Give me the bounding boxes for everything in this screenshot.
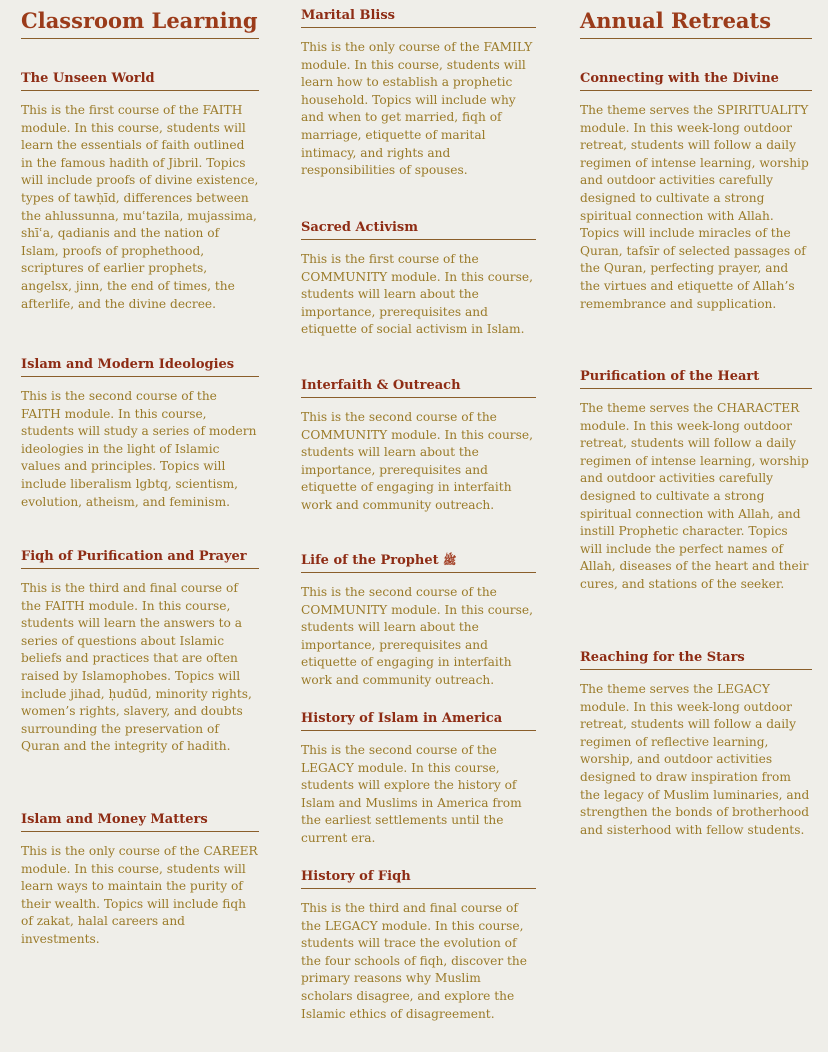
course-description: This is the second course of the COMMUNITY module. In this course, students will learn about the importance, prerequisites and etiquette of engaging in interfaith work and community outreach. [301, 585, 533, 687]
course-description: This is the only course of the FAMILY module. In this course, students will learn how to establish a prophetic household. Topics will include why and when to get married, fiqh of marriage, etiquette of marital intimacy, and rights and responsibilities of spouses. [301, 40, 533, 178]
course-title [301, 552, 536, 573]
course-history-islam-america [301, 710, 536, 848]
course-description: This is the only course of the CAREER module. In this course, students will learn ways to maintain the purity of their wealth. Topics will include fiqh of zakat, halal careers and investments. [21, 844, 258, 946]
course-title: Reaching for the Stars [580, 649, 812, 670]
course-description: This is the first course of the COMMUNITY module. In this course, students will learn about the importance, prerequisites and etiquette of social activism in Islam. [301, 252, 533, 337]
course-title: Fiqh of Purification and Prayer [21, 548, 259, 569]
annual-retreats-heading: Annual Retreats [580, 8, 812, 39]
salutation-marker: ﷺ [443, 554, 457, 567]
course-description: The theme serves the LEGACY module. In this week-long outdoor retreat, students will follow a daily regimen of reflective learning, worship, and outdoor activities designed to draw inspiration from the legacy of Muslim luminaries, and strengthen the bonds of brotherhood and sisterhood with fellow students. [580, 682, 810, 837]
course-interfaith-outreach [301, 377, 536, 515]
classroom-learning-column [21, 0, 259, 946]
course-marital-bliss [301, 7, 536, 180]
course-sacred-activism [301, 219, 536, 339]
course-life-of-prophet [301, 552, 536, 690]
course-description: This is the second course of the COMMUNITY module. In this course, students will learn about the importance, prerequisites and etiquette of engaging in interfaith work and community outreach. [301, 410, 533, 512]
classroom-learning-heading: Classroom Learning [21, 8, 259, 39]
retreat-connecting-divine [580, 70, 812, 313]
course-title: History of Islam in America [301, 710, 536, 731]
course-description: The theme serves the SPIRITUALITY module. In this week-long outdoor retreat, students will follow a daily regimen of intense learning, worship and outdoor activities carefully designed to cultivate a strong spiritual connection with Allah. Topics will include miracles of the Quran, tafsīr of selected passages of the Quran, perfecting prayer, and the virtues and etiquette of Allah’s remembrance and supplication. [580, 103, 809, 311]
course-title: Interfaith & Outreach [301, 377, 536, 398]
course-title: The Unseen World [21, 70, 259, 91]
course-title: Sacred Activism [301, 219, 536, 240]
annual-retreats-column [580, 0, 812, 837]
retreat-purification-heart [580, 368, 812, 594]
course-description: This is the second course of the FAITH module. In this course, students will study a series of modern ideologies in the light of Islamic values and principles. Topics will include liberalism lgbtq, scientism, evolution, atheism, and feminism. [21, 389, 257, 509]
course-title: History of Fiqh [301, 868, 536, 889]
course-money-matters [21, 811, 259, 949]
course-unseen-world [21, 70, 259, 313]
course-fiqh-purification [21, 548, 259, 756]
course-title: Purification of the Heart [580, 368, 812, 389]
course-description: This is the third and final course of the LEGACY module. In this course, students will trace the evolution of the four schools of fiqh, discover the primary reasons why Muslim scholars disagree, and explore the Islamic ethics of disagreement. [301, 901, 527, 1021]
course-title-text: Life of the Prophet [301, 553, 439, 568]
course-title: Marital Bliss [301, 7, 536, 28]
course-title: Islam and Modern Ideologies [21, 356, 259, 377]
course-title: Islam and Money Matters [21, 811, 259, 832]
course-history-of-fiqh [301, 868, 536, 1023]
course-description: This is the third and final course of the FAITH module. In this course, students will learn the answers to a series of questions about Islamic beliefs and practices that are often raised by Islamophobes. Topics will include jihad, ḥudūd, minority rights, women’s rights, slavery, and doubts surrounding the preservation of Quran and the integrity of hadith. [21, 581, 252, 754]
course-description: This is the second course of the LEGACY module. In this course, students will explore the history of Islam and Muslims in America from the earliest settlements until the current era. [301, 743, 522, 845]
retreat-reaching-stars [580, 649, 812, 839]
course-title: Connecting with the Divine [580, 70, 812, 91]
course-description: The theme serves the CHARACTER module. In this week-long outdoor retreat, students will follow a daily regimen of intense learning, worship and outdoor activities carefully designed to cultivate a strong spiritual connection with Allah, and instill Prophetic character. Topics will include the perfect names of Allah, diseases of the heart and their cures, and stations of the seeker. [580, 401, 809, 591]
course-modern-ideologies [21, 356, 259, 511]
course-description: This is the first course of the FAITH module. In this course, students will learn the essentials of faith outlined in the famous hadith of Jibril. Topics will include proofs of divine existence, types of tawḥīd, differences between the ahlussunna, muʿtazila, mujassima, shīʿa, qadianis and the nation of Islam, proofs of prophethood, scriptures of earlier prophets, angelsx, jinn, the end of times, the afterlife, and the divine decree. [21, 103, 259, 311]
